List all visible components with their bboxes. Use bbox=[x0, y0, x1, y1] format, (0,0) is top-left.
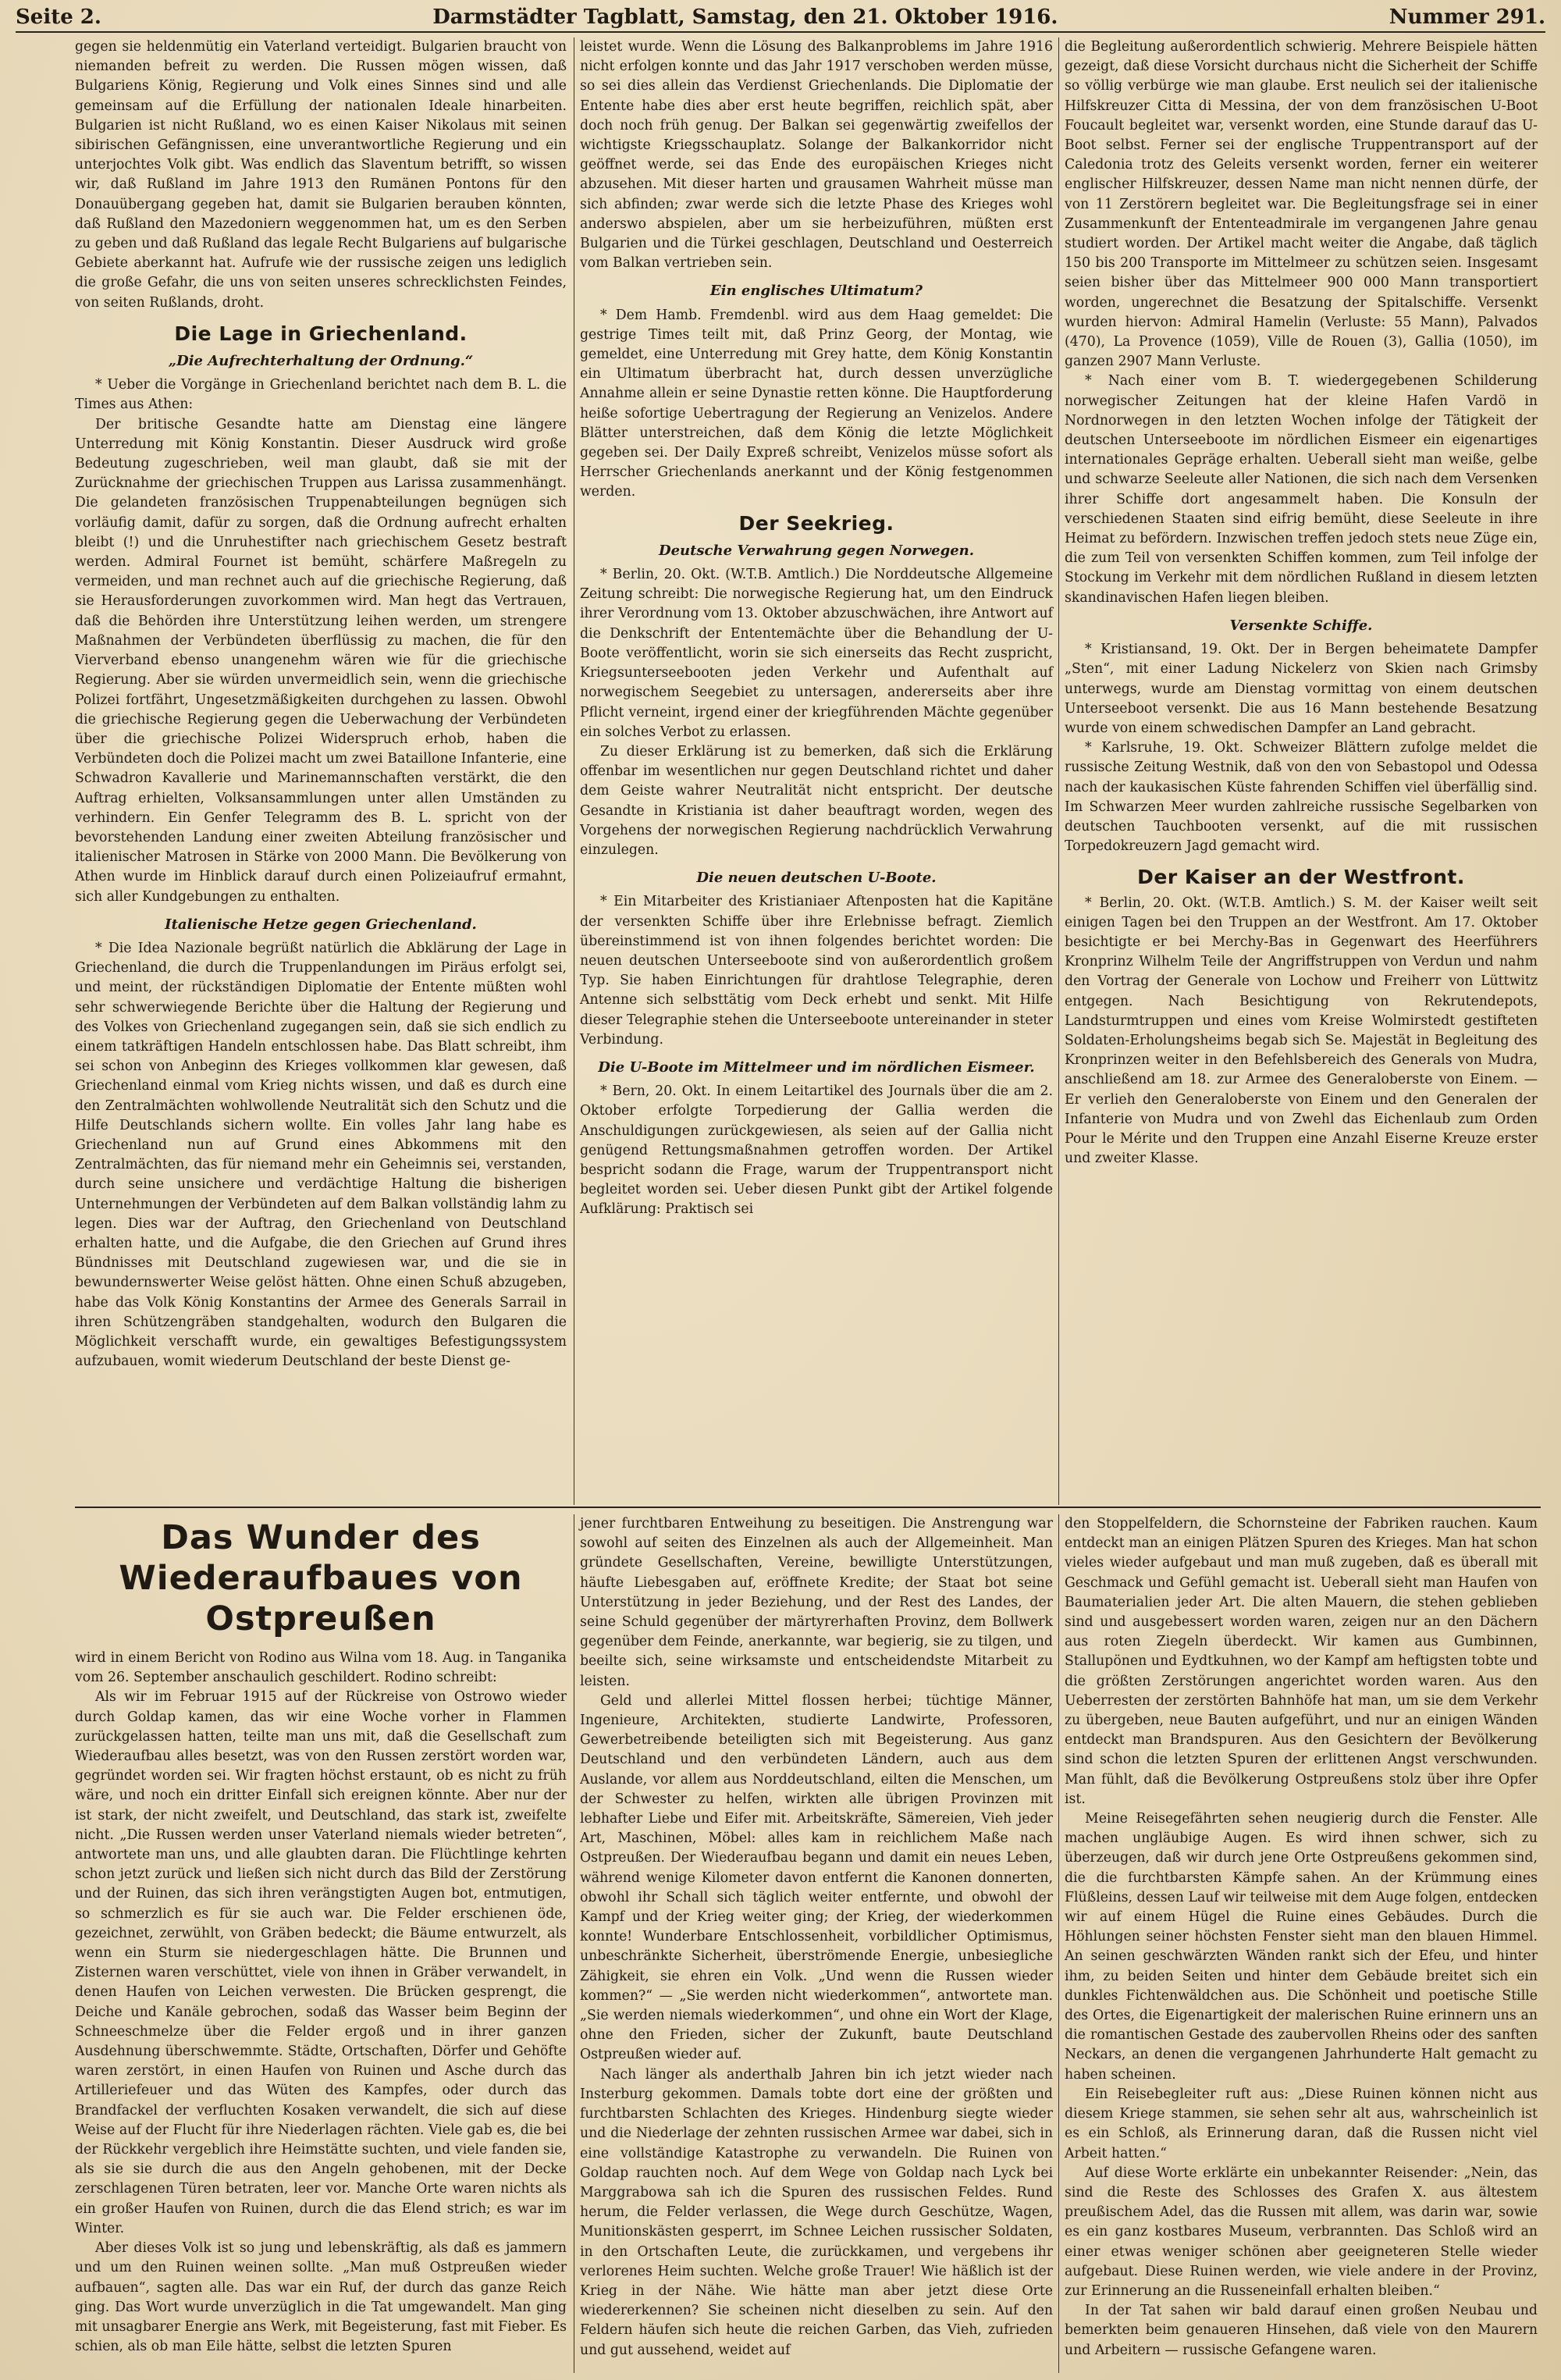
article-paragraph: * Kristiansand, 19. Okt. Der in Bergen beheimatete Dampfer „Sten“, mit einer Ladung Nickelerz von Skien nach Grimsby unterwegs, wurde am Dienstag vormittag von einem deutschen Unterseeboot versenkt. Die aus 16 Mann bestehende Besatzung wurde von einem schwedischen Dampfer an Land gebracht. bbox=[1065, 642, 1538, 736]
subheading: „Die Aufrechterhaltung der Ordnung.“ bbox=[168, 353, 474, 370]
section-heading: Der Kaiser an der Westfront. bbox=[1137, 866, 1465, 889]
section-heading: Die Lage in Griechenland. bbox=[174, 322, 468, 345]
section-heading: Der Seekrieg. bbox=[738, 511, 894, 535]
article-paragraph: Auf diese Worte erklärte ein unbekannter Reisender: „Nein, das sind die Reste des Schlosses des Grafen X. aus ältestem preußischem Adel, das die Russen mit allem, was darin war, sowie es ein ganz kostbares Museum, verbrannten. Das Schloß wird an einer etwas weniger schönen aber geeigneteren Stelle wieder aufgebaut. Diese Ruinen werden, wie viele andere in der Provinz, zur Erinnerung an die Russeneinfall erhalten bleiben.“ bbox=[1065, 2165, 1538, 2299]
article-paragraph: leistet wurde. Wenn die Lösung des Balkanproblems im Jahre 1916 nicht erfolgen konnte und das Jahr 1917 verschoben werden müsse, so sei dies allein das Verdienst Griechenlands. Die Diplomatie der Entente habe dies aber erst heute begriffen, reichlich spät, aber doch noch früh genug. Der Balkan sei gegenwärtig zweifellos der wichtigste Kriegsschauplatz. Solange der Balkankorridor nicht geöffnet werde, sei das Ende des europäischen Krieges nicht abzusehen. Mit dieser harten und grausamen Wahrheit müsse man sich abfinden; zwar werde sich die letzte Phase des Krieges wohl anderswo abspielen, aber um sie herbeizuführen, müßten erst Bulgarien und die Türkei geschlagen, Deutschland und Oesterreich vom Balkan vertrieben sein. bbox=[580, 39, 1053, 272]
article-paragraph: * Nach einer vom B. T. wiedergegebenen Schilderung norwegischer Zeitungen hat der kleine Hafen Vardö in Nordnorwegen in den letzten Wochen infolge der Tätigkeit der deutschen Unterseeboote im nördlichen Eismeer ein eigenartiges internationales Gepräge erhalten. Ueberall sieht man weiße, gelbe und schwarze Seeleute aller Nationen, die sich nach dem Versenken ihrer Schiffe dort angesammelt haben. Die Konsuln der verschiedenen Staaten sind eifrig bemüht, diese Seeleute in ihre Heimat zu befördern. Inzwischen treffen jedoch stets neue Züge ein, die zum Teil von versenkten Schiffen kommen, zum Teil infolge der Stockung im Verkehr mit dem nördlichen Rußland in diesem letzten skandinavischen Hafen liegen bleiben. bbox=[1065, 373, 1538, 606]
article-paragraph: * Berlin, 20. Okt. (W.T.B. Amtlich.) S. M. der Kaiser weilt seit einigen Tagen bei den Truppen an der Westfront. Am 17. Oktober besichtigte er bei Merchy-Bas in Gegenwart des Heerführers Kronprinz Wilhelm Teile der Angriffstruppen von Verdun und nahm den Vortrag der Generale von Lochow und Freiherr von Lüttwitz entgegen. Nach Besichtigung von Rekrutendepots, Landsturmtruppen und eines vom Kreise Wolmirstedt gestifteten Soldaten-Erholungsheims begab sich Se. Majestät in Begleitung des Kronprinzen weiter in den Befehlsbereich des Generals von Mudra, anschließend am 18. zur Armee des Generaloberste von Einem. — Er verlieh den Generaloberste von Einem und den Generalen der Infanterie von Mudra und von Zwehl das Eichenlaub zum Orden Pour le Mérite und den Truppen eine Anzahl Eiserne Kreuze erster und zweiter Klasse. bbox=[1065, 895, 1538, 1167]
subheading: Die U-Boote im Mittelmeer und im nördlichen Eismeer. bbox=[598, 1058, 1035, 1076]
article-paragraph: Geld und allerlei Mittel flossen herbei; tüchtige Männer, Ingenieure, Architekten, studierte Landwirte, Professoren, Gewerbetreibende beteiligten sich mit Begeisterung. Aus ganz Deutschland und den verbündeten Ländern, auch aus dem Auslande, vor allem aus Norddeutschland, eilten die Menschen, um der Schwester zu helfen, wirkten alle übrigen Provinzen mit lebhafter Liebe und Eifer mit. Arbeitskräfte, Sämereien, Vieh jeder Art, Maschinen, Möbel: alles kam in reichlichem Maße nach Ostpreußen. Der Wiederaufbau begann und damit ein neues Leben, während wenige Kilometer davon entfernt die Kanonen donnerten, obwohl ihr Schall sich täglich weiter entfernte, und obwohl der Kampf und der Krieg weiter ging; der Krieg, der wiederkommen konnte! Wunderbare Entschlossenheit, vorbildlicher Optimismus, unbeschränkte Sicherheit, überströmende Energie, unbesiegliche Zähigkeit, sie ehren ein Volk. „Und wenn die Russen wieder kommen?“ — „Sie werden nicht wiederkommen“, antwortete man. „Sie werden niemals wiederkommen“, und ohne ein Wort der Klage, ohne den Frieden, sicher der Zukunft, baute Deutschland Ostpreußen wieder auf. bbox=[580, 1692, 1053, 2063]
column-3 bbox=[1065, 37, 1538, 1169]
article-paragraph: * Karlsruhe, 19. Okt. Schweizer Blättern zufolge meldet die russische Zeitung Westnik, daß von den von Sebastopol und Odessa nach der kaukasischen Küste fahrenden Schiffen viel überfällig sind. Im Schwarzen Meer wurden zahlreiche russische Segelbarken von deutschen Tauchbooten versenkt, auf die mit russischen Torpedokreuzern Jagd gemacht wird. bbox=[1065, 740, 1538, 855]
subheading: Deutsche Verwahrung gegen Norwegen. bbox=[658, 542, 975, 559]
subheading: Italienische Hetze gegen Griechenland. bbox=[165, 916, 477, 933]
feuilleton-title: Das Wunder des Wiederaufbaues von Ostpreußen bbox=[119, 1518, 523, 1638]
article-paragraph: Zu dieser Erklärung ist zu bemerken, daß sich die Erklärung offenbar im wesentlichen nur gegen Deutschland richtet und daher dem Geiste wahrer Neutralität nicht entspricht. Der deutsche Gesandte in Kristiania ist daher beauftragt worden, wegen des Vorgehens der norwegischen Regierung nachdrücklich Verwahrung einzulegen. bbox=[580, 743, 1053, 858]
issue-number: Nummer 291. bbox=[1389, 5, 1545, 29]
article-paragraph: In der Tat sahen wir bald darauf einen großen Neubau und bemerkten beim genaueren Hinsehen, daß viele von den Maurern und Arbeitern — russische Gefangene waren. bbox=[1065, 2303, 1538, 2358]
article-paragraph: * Ueber die Vorgänge in Griechenland berichtet nach dem B. L. die Times aus Athen: bbox=[75, 377, 567, 413]
subheading: Ein englisches Ultimatum? bbox=[709, 283, 923, 300]
article-paragraph: Der britische Gesandte hatte am Dienstag eine längere Unterredung mit König Konstantin. Dieser Ausdruck wird große Bedeutung zugeschrieben, weil man glaubt, daß sie mit der Zurücknahme der griechischen Truppen aus Larissa zusammenhängt. Die gelandeten französischen Truppenabteilungen begnügen sich vorläufig damit, dafür zu sorgen, daß die Ordnung aufrecht erhalten bleibt (!) und die Unruhestifter nach griechischem Gesetz bestraft werden. Admiral Fournet ist bemüht, schärfere Maßregeln zu vermeiden, und man rechnet auch auf die griechische Regierung, daß sie Herausforderungen zuvorkommen wird. Man hegt das Vertrauen, daß die Behörden ihre Unterstützung leihen werden, um strengere Maßnahmen der Verbündeten überflüssig zu machen, die für den Vierverband ebenso unangenehm wären wie für die griechische Regierung. Aber sie würden unvermeidlich sein, wenn die griechische Polizei fortfährt, Ungesetzmäßigkeiten durchgehen zu lassen. Obwohl die griechische Regierung gegen die Ueberwachung der Verbündeten über die griechische Polizei Widerspruch erhob, haben die Verbündeten doch die Polizei macht um zwei Bataillone Infanterie, eine Schwadron Kavallerie und Marinemannschaften verstärkt, die den Auftrag erhielten, Volksansammlungen unter allen Umständen zu verhindern. Ein Genfer Telegramm des B. L. spricht von der bevorstehenden Landung einer zweiten Abteilung französischer und italienischer Matrosen in Stärke von 2000 Mann. Die Bevölkerung von Athen wurde im Hinblick darauf durch einen Polizeiaufruf ermahnt, sich aller Kundgebungen zu enthalten. bbox=[75, 416, 567, 905]
masthead bbox=[16, 3, 1545, 33]
article-paragraph: gegen sie heldenmütig ein Vaterland verteidigt. Bulgarien braucht von niemanden befreit zu werden. Die Russen mögen wissen, daß Bulgariens König, Regierung und Volk eines Sinnes sind und alle gemeinsam auf die Erfüllung der nationalen Ideale hinarbeiten. Bulgarien ist nicht Rußland, wo es einen Kaiser Nikolaus mit seinen sibirischen Gefängnissen, eine unverantwortliche Regierung und ein unterjochtes Volk gibt. Was endlich das Slaventum betrifft, so wissen wir, daß Rußland im Jahre 1913 den Rumänen Pontons für den Donauübergang gegeben hat, damit sie Bulgarien berauben könnten, daß Rußland den Mazedoniern weggenommen hat, um es den Serben zu geben und daß Rußland das legale Recht Bulgariens auf bulgarische Gebiete aberkannt hat. Aufrufe wie der russische zeigen uns lediglich die große Gefahr, die uns von seiten unseres schrecklichsten Feindes, von seiten Rußlands, droht. bbox=[75, 39, 567, 311]
article-paragraph: * Dem Hamb. Fremdenbl. wird aus dem Haag gemeldet: Die gestrige Times teilt mit, daß Prinz Georg, der Montag, wie gemeldet, eine Unterredung mit Grey hatte, dem König Konstantin ein Ultimatum überbracht hat, durch dessen unverzügliche Annahme allein er seine Dynastie retten könne. Die Hauptforderung heiße sofortige Uebertragung der Regierung an Venizelos. Andere Blätter unterstreichen, daß dem König die letzte Möglichkeit gegeben sei. Der Daily Expreß schreibt, Venizelos müsse sofort als Herrscher Griechenlands anerkannt und der König festgenommen werden. bbox=[580, 307, 1053, 500]
feuilleton-column-3 bbox=[1065, 1514, 1538, 2360]
column-divider bbox=[1058, 1514, 1059, 2373]
article-paragraph: Aber dieses Volk ist so jung und lebenskräftig, als daß es jammern und um den Ruinen weinen sollte. „Man muß Ostpreußen wieder aufbauen“, sagten alle. Das war ein Ruf, der durch das ganze Reich ging. Das Wort wurde unverzüglich in die Tat umgewandelt. Man ging mit unsagbarer Energie ans Werk, mit Begeisterung, fast mit Fieber. Es schien, als ob man Eile hätte, selbst die letzten Spuren bbox=[75, 2240, 567, 2355]
column-2 bbox=[580, 37, 1053, 1220]
subheading: Versenkte Schiffe. bbox=[1229, 617, 1373, 634]
feuilleton-divider bbox=[75, 1507, 1541, 1508]
article-paragraph: Als wir im Februar 1915 auf der Rückreise von Ostrowo wieder durch Goldap kamen, das wir eine Woche vorher in Flammen zurückgelassen hatten, teilte man uns mit, daß die Gesellschaft zum Wiederaufbau alles besetzt, was von den Russen zerstört worden war, gegründet worden sei. Wir fragten höchst erstaunt, ob es nicht zu früh wäre, und noch ein dritter Einfall sich ereignen könnte. Aber nur der ist stark, der nicht zweifelt, und Deutschland, das stark ist, zweifelte nicht. „Die Russen werden unser Vaterland niemals wieder betreten“, antwortete man uns, und alle glaubten daran. Die Flüchtlinge kehrten schon jetzt zurück und ließen sich nicht durch das Bild der Zerstörung und der Ruinen, das sich ihren verängstigten Augen bot, entmutigen, so schmerzlich es für sie auch war. Die Felder erschienen öde, gezeichnet, zerwühlt, von Gräben bedeckt; die Bäume entwurzelt, als wenn ein Sturm sie niedergeschlagen hätte. Die Brunnen und Zisternen waren verschüttet, viele von ihnen in Gräber verwandelt, in denen Haufen von Leichen verwesten. Die Brücken gesprengt, die Deiche und Kanäle gebrochen, sodaß das Wasser beim Beginn der Schneeschmelze über die Felder ergoß und in ihrer ganzen Ausdehnung überschwemmte. Städte, Ortschaften, Dörfer und Gehöfte waren zerstört, in einen Haufen von Ruinen und Asche durch das Artilleriefeuer und das Wüten des Kampfes, oder durch das Brandfackel der verfluchten Kosaken verwandelt, die sich auf diese Weise auf der Flucht für ihre Niederlagen rächten. Viele gab es, die bei der Rückkehr vergeblich ihre Heimstätte suchten, und viele fanden sie, als sie sie durch die aus den Angeln gehobenen, mit der Decke zerschlagenen Türen betraten, leer vor. Manche Orte waren nichts als ein großer Haufen von Ruinen, durch die das Elend strich; es war im Winter. bbox=[75, 1689, 567, 2236]
article-paragraph: die Begleitung außerordentlich schwierig. Mehrere Beispiele hätten gezeigt, daß diese Vorsicht durchaus nicht die Sicherheit der Schiffe so völlig verbürge wie man glaube. Erst neulich sei der italienische Hilfskreuzer Citta di Messina, der von dem französischen U-Boot Foucault begleitet war, versenkt worden, eine Stunde darauf das U-Boot selbst. Ferner sei der englische Truppentransport auf der Caledonia trotz des Geleits versenkt worden, ferner ein weiterer englischer Hilfskreuzer, dessen Name man nicht nennen dürfe, der von 11 Zerstörern begleitet war. Die Begleitungsfrage sei in einer Zusammenkunft der Ententeadmirale im vergangenen Jahre genau studiert worden. Der Artikel macht weiter die Angabe, daß täglich 150 bis 200 Transporte im Mittelmeer zu schützen seien. Insgesamt seien bisher über das Mittelmeer 900 000 Mann transportiert worden, ungerechnet die Besatzung der Spitalschiffe. Versenkt wurden hiervon: Admiral Hamelin (Verluste: 55 Mann), Palvados (470), La Provence (1059), Ville de Rouen (3), Gallia (1050), im ganzen 2907 Mann Verluste. bbox=[1065, 39, 1538, 370]
page-number: Seite 2. bbox=[16, 5, 101, 29]
article-paragraph: Meine Reisegefährten sehen neugierig durch die Fenster. Alle machen ungläubige Augen. Es wird ihnen schwer, sich zu überzeugen, daß wir durch jene Orte Ostpreußens gekommen sind, die die furchtbarsten Kämpfe sahen. An der Krümmung eines Flüßleins, dessen Lauf wir teilweise mit dem Auge folgen, entdecken wir auf einem Hügel die Ruine eines Gebäudes. Durch die Höhlungen seiner höchsten Fenster sieht man den blauen Himmel. An seinen geschwärzten Wänden rankt sich der Efeu, und hinter ihm, zu beiden Seiten und hinter dem Gebäude breitet sich ein dunkles Fichtenwäldchen aus. Die Schönheit und poetische Stille des Ortes, die Eigenartigkeit der malerischen Ruine erinnern uns an die romantischen Gestade des zaubervollen Rheins oder des sanften Neckars, an denen die vergangenen Jahrhunderte Halt gemacht zu haben scheinen. bbox=[1065, 1811, 1538, 2083]
subheading: Die neuen deutschen U-Boote. bbox=[696, 870, 937, 887]
article-paragraph: * Ein Mitarbeiter des Kristianiaer Aftenposten hat die Kapitäne der versenkten Schiffe über ihre Erlebnisse befragt. Ziemlich übereinstimmend ist von ihnen folgendes berichtet worden: Die neuen deutschen Unterseeboote sind von außerordentlich großem Typ. Sie haben Einrichtungen für drahtlose Telegraphie, deren Antenne sich selbsttätig vom Deck erhebt und senkt. Mit Hilfe dieser Telegraphie stehen die Unterseeboote untereinander in steter Verbindung. bbox=[580, 894, 1053, 1048]
article-paragraph: jener furchtbaren Entweihung zu beseitigen. Die Anstrengung war sowohl auf seiten des Einzelnen als auch der Allgemeinheit. Man gründete Gesellschaften, Vereine, bewilligte Unterstützungen, häufte Liebesgaben auf, eröffnete Kredite; der Staat bot seine Unterstützung in jeder Beziehung, und der Rest des Landes, der seine Schuld gegenüber der märtyrerhaften Provinz, dem Bollwerk gegenüber dem Feinde, anerkannte, war begierig, sie zu tilgen, und beeilte sich, seine wirksamste und entscheidendste Mitarbeit zu leisten. bbox=[580, 1516, 1053, 1689]
column-divider bbox=[1058, 37, 1059, 1505]
article-paragraph: Nach länger als anderthalb Jahren bin ich jetzt wieder nach Insterburg gekommen. Damals tobte dort eine der größten und furchtbarsten Schlachten des Krieges. Hindenburg siegte wieder und die Niederlage der zehnten russischen Armee war dabei, sich in eine vollständige Katastrophe zu verwandeln. Die Ruinen von Goldap rauchten noch. Auf dem Wege von Goldap nach Lyck bei Marggrabowa sah ich die Spuren des russischen Feldes. Rund herum, die Felder verlassen, die Wege durch Geschütze, Wagen, Munitionskästen gesperrt, im Schnee Leichen russischer Soldaten, in den Ortschaften Leute, die zurückkamen, und vergebens ihr verlorenes Heim suchten. Welche große Trauer! Wie häßlich ist der Krieg in der Nähe. Wie hätte man aber jetzt diese Orte wiedererkennen? Sie scheinen nicht dieselben zu sein. Auf den Feldern häufen sich heute die reichen Garben, das Vieh, zufrieden und gut aussehend, weidet auf bbox=[580, 2066, 1053, 2358]
feuilleton-column-1 bbox=[75, 1514, 567, 2357]
column-1 bbox=[75, 37, 567, 1371]
article-paragraph: Ein Reisebegleiter ruft aus: „Diese Ruinen können nicht aus diesem Kriege stammen, sie sehen sehr alt aus, wahrscheinlich ist es ein Schloß, als Erinnerung daran, daß die Russen nicht viel Arbeit hatten.“ bbox=[1065, 2086, 1538, 2161]
article-paragraph: * Berlin, 20. Okt. (W.T.B. Amtlich.) Die Norddeutsche Allgemeine Zeitung schreibt: Die norwegische Regierung hat, um den Eindruck ihrer Verordnung vom 13. Oktober abzuschwächen, ihre Antwort auf die Denkschrift der Ententemächte über die Behandlung der U-Boote veröffentlicht, worin sie sich einerseits das Recht zuspricht, Kriegsunterseebooten jeden Verkehr und Aufenthalt auf norwegischem Seegebiet zu untersagen, andererseits aber ihre Pflicht verneint, irgend einer der kriegführenden Mächte gegenüber ein solches Verbot zu erlassen. bbox=[580, 567, 1053, 740]
newspaper-dateline: Darmstädter Tagblatt, Samstag, den 21. Oktober 1916. bbox=[432, 5, 1058, 29]
feuilleton-lead: wird in einem Bericht von Rodino aus Wilna vom 18. Aug. in Tanganika vom 26. September anschaulich geschildert. Rodino schreibt: bbox=[75, 1650, 567, 1686]
article-paragraph: * Bern, 20. Okt. In einem Leitartikel des Journals über die am 2. Oktober erfolgte Torpedierung der Gallia werden die Anschuldigungen zurückgewiesen, als seien auf der Gallia nicht genügend Rettungsmaßnahmen getroffen worden. Der Artikel bespricht sodann die Frage, warum der Truppentransport nicht begleitet worden sei. Ueber diesen Punkt gibt der Artikel folgende Aufklärung: Praktisch sei bbox=[580, 1083, 1053, 1218]
article-paragraph: den Stoppelfeldern, die Schornsteine der Fabriken rauchen. Kaum entdeckt man an einigen Plätzen Spuren des Krieges. Man hat schon vieles wieder aufgebaut und man muß zugeben, daß es überall mit Geschmack und Gefühl gemacht ist. Ueberall sieht man Haufen von Baumaterialien jeder Art. Die alten Mauern, die stehen geblieben sind und ausgebessert worden waren, zeigen nur an den Dächern aus roten Ziegeln überdeckt. Wir kamen aus Gumbinnen, Stallupönen und Eydtkuhnen, wo der Kampf am heftigsten tobte und die größten Zerstörungen angerichtet worden waren. Aus den Ueberresten der zerstörten Bahnhöfe hat man, um sie dem Verkehr zu übergeben, neue Bauten aufgeführt, und nur an einigen Wänden entdeckt man Brandspuren. Aus den Gesichtern der Bevölkerung sind schon die letzten Spuren der erlittenen Angst verschwunden. Man fühlt, daß die Bevölkerung Ostpreußens stolz über ihre Opfer ist. bbox=[1065, 1516, 1538, 1807]
feuilleton-column-2 bbox=[580, 1514, 1053, 2360]
article-paragraph: * Die Idea Nazionale begrüßt natürlich die Abklärung der Lage in Griechenland, die durch die Truppenlandungen im Piräus erfolgt sei, und meint, der rückständigen Diplomatie der Entente müßten wohl sehr schwerwiegende Berichte über die Haltung der Regierung und des Volkes von Griechenland zugegangen sein, daß sie sich endlich zu einem tatkräftigen Handeln entschlossen habe. Das Blatt schreibt, ihm sei schon von Anbeginn des Krieges vollkommen klar gewesen, daß Griechenland einmal vom Krieg nichts wissen, und daß es durch eine den Zentralmächten wohlwollende Neutralität sich den Schutz und die Hilfe Deutschlands sichern wollte. Ein volles Jahr lang habe es Griechenland nun auf Grund eines Abkommens mit den Zentralmächten, das für niemand mehr ein Geheimnis sei, verstanden, durch seine unsichere und verdächtige Haltung die bisherigen Unternehmungen der Verbündeten auf dem Balkan vollständig lahm zu legen. Dies war der Auftrag, den Griechenland von Deutschland erhalten hatte, und die Aufgabe, die den Griechen auf Grund ihres Bündnisses mit Deutschland zugewiesen war, und die sie in bewundernswerter Weise gelöst hätten. Ohne einen Schuß abzugeben, habe das Volk König Konstantins der Armee des Generals Sarrail in ihren Schützengräben standgehalten, wodurch den Bulgaren die Möglichkeit verschafft wurde, ein gewaltiges Befestigungssystem aufzubauen, womit wiederum Deutschland der beste Dienst ge- bbox=[75, 940, 567, 1370]
